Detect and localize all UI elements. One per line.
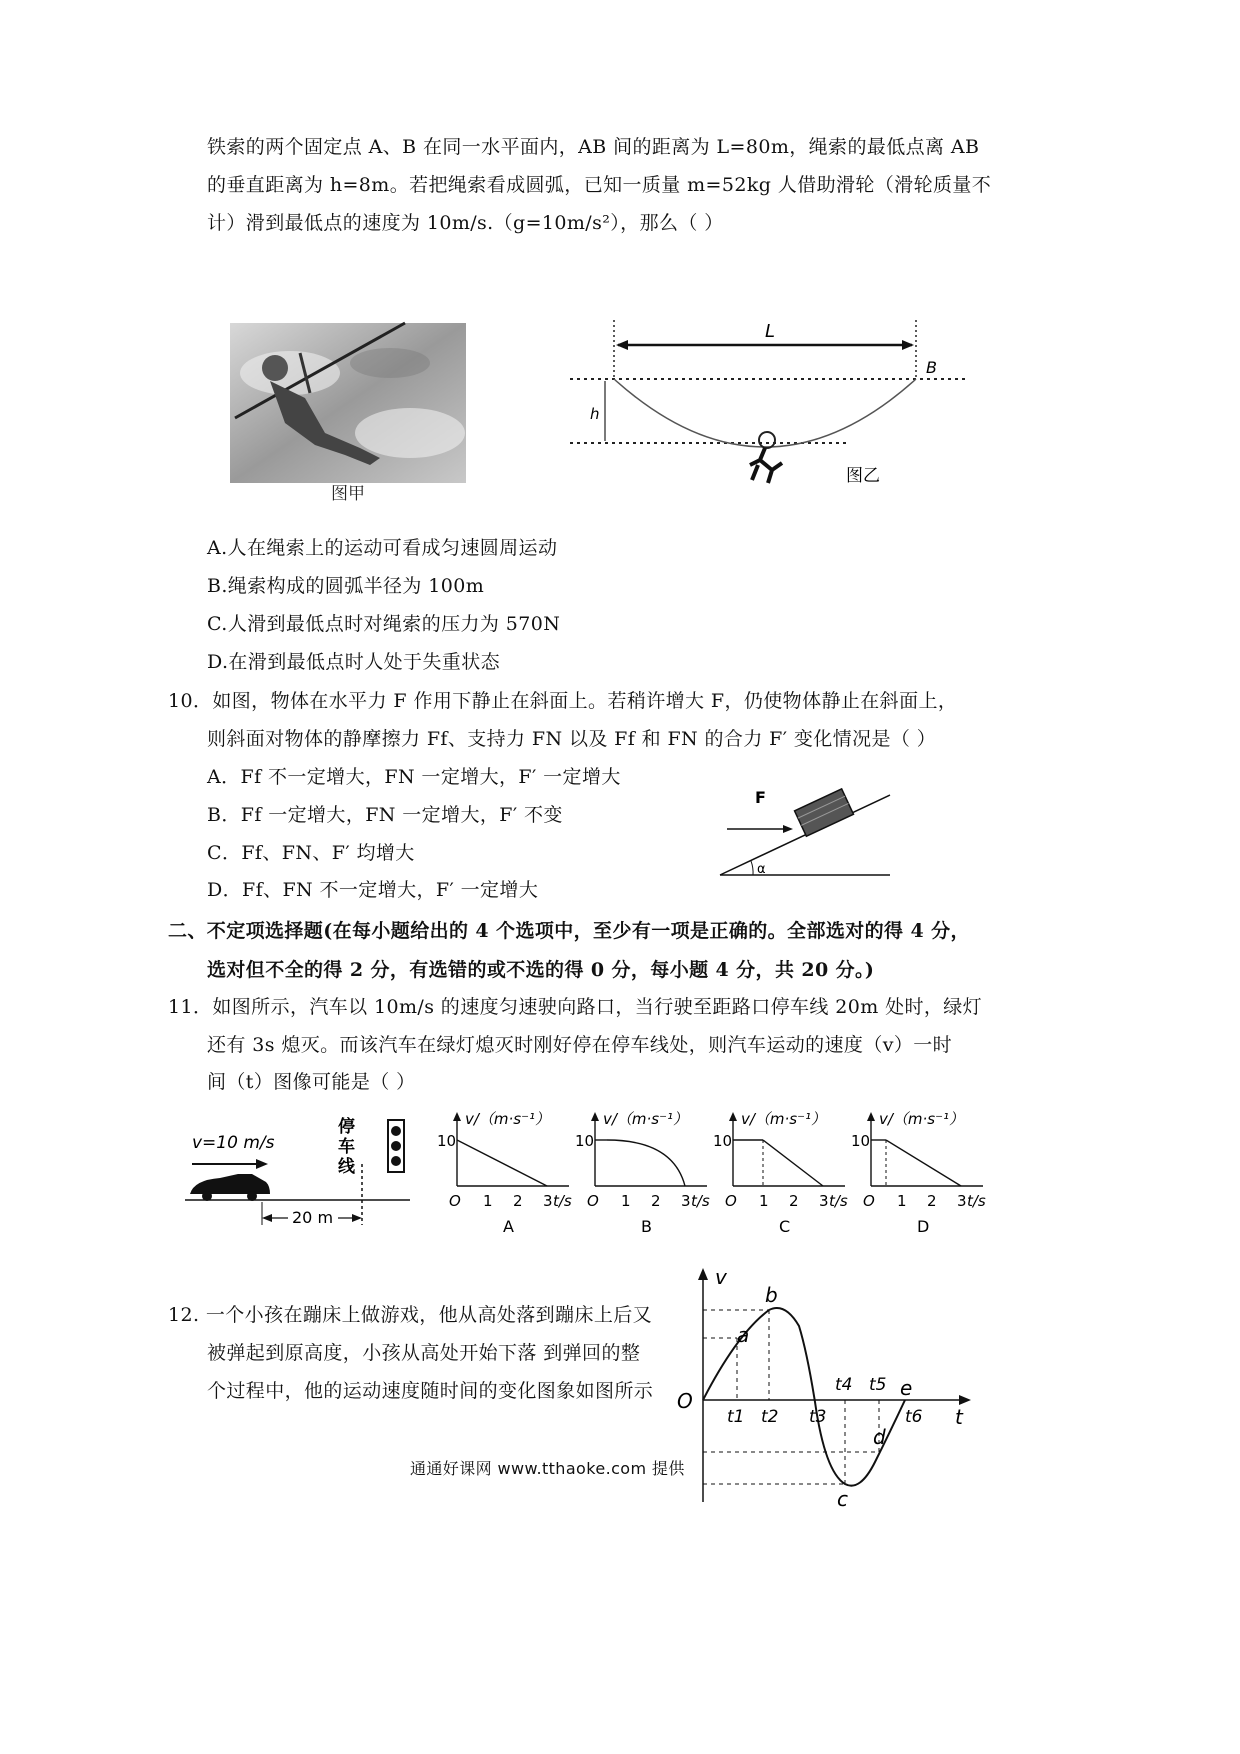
q11-line-1: 11．如图所示，汽车以 10m/s 的速度匀速驶向路口，当行驶至距路口停车线 20m 处时，绿灯 [168,996,983,1018]
q9-line-2: 的垂直距离为 h=8m。若把绳索看成圆弧，已知一质量 m=52kg 人借助滑轮（滑轮质量不 [207,174,992,196]
time-t2: t2 [761,1407,779,1427]
q12-line-2: 被弹起到原高度，小孩从高处开始下落 到弹回的整 [207,1342,641,1364]
graph-c-y-arrow [729,1112,737,1121]
graph-b-ylabel: v/（m·s⁻¹） [603,1110,689,1128]
graph-a-v-curve [457,1140,547,1186]
label-L: L [764,321,776,342]
graph-b-y-arrow [591,1112,599,1121]
graph-b-tick-2: 2 [651,1192,661,1210]
q10-option-b: B．Ff 一定增大，FN 一定增大，F′ 不变 [207,804,563,826]
graph-a-tick-1: 1 [483,1192,493,1210]
graph-c-tlabel: t/s [829,1192,848,1210]
graph-c-name: C [779,1217,791,1236]
graph-b-tick-3: 3 [681,1192,691,1210]
q9-line-1: 铁索的两个固定点 A、B 在同一水平面内，AB 间的距离为 L=80m，绳索的最低点离 AB [207,136,980,158]
graph-a-tlabel: t/s [553,1192,572,1210]
time-t5: t5 [869,1375,887,1395]
q11-line-3: 间（t）图像可能是（ ） [207,1071,416,1093]
incline-diagram [715,780,895,880]
graph-b-name: B [641,1217,652,1236]
trampoline-vt-graph [675,1262,975,1512]
rope-arc-diagram [560,315,980,505]
time-t3: t3 [809,1407,827,1427]
vt-graphs-group [432,1108,986,1238]
time-t6: t6 [905,1407,923,1427]
graph-d-tlabel: t/s [967,1192,986,1210]
q9-line-3: 计）滑到最低点的速度为 10m/s.（g=10m/s²），那么（ ） [207,212,724,234]
label-stopline-1: 停 [338,1117,355,1137]
graph-a-origin: O [449,1192,461,1210]
graph-d-y-arrow [867,1112,875,1121]
graph-d-ylabel: v/（m·s⁻¹） [879,1110,965,1128]
graph-a-y-arrow [453,1112,461,1121]
q9-option-c: C.人滑到最低点时对绳索的压力为 570N [207,613,561,635]
q9-option-d: D.在滑到最低点时人处于失重状态 [207,651,500,673]
graph-c-tick-3: 3 [819,1192,829,1210]
graph-d-tick-2: 2 [927,1192,937,1210]
time-t1: t1 [727,1407,745,1427]
graph-d-tick-1: 1 [897,1192,907,1210]
q9-option-a: A.人在绳索上的运动可看成匀速圆周运动 [207,537,558,559]
graph-d-tick-3: 3 [957,1192,967,1210]
q10-option-c: C．Ff、FN、F′ 均增大 [207,842,415,864]
label-stopline-3: 线 [338,1157,355,1177]
section2-heading-line-1: 二、不定项选择题(在每小题给出的 4 个选项中，至少有一项是正确的。全部选对的得 4 分， [168,920,970,942]
zipline-photo-figure [230,323,466,504]
section2-heading-line-2: 选对但不全的得 2 分，有选错的或不选的得 0 分，每小题 4 分，共 20 分。) [207,959,875,981]
graph-b-tick-1: 1 [621,1192,631,1210]
q12-line-1: 12. 一个小孩在蹦床上做游戏，他从高处落到蹦床上后又 [168,1304,653,1326]
graph-c-ylabel: v/（m·s⁻¹） [741,1110,827,1128]
point-a: a [737,1323,750,1347]
axis-t: t [955,1405,963,1429]
graph-a-name: A [503,1217,514,1236]
point-e: e [900,1376,913,1400]
graph-c-tick-1: 1 [759,1192,769,1210]
label-car-speed: v=10 m/s [192,1133,275,1153]
graph-a-tick-2: 2 [513,1192,523,1210]
graph-a-ylabel: v/（m·s⁻¹） [465,1110,551,1128]
graph-b-tlabel: t/s [691,1192,710,1210]
point-c: c [837,1487,848,1511]
label-h: h [590,405,600,423]
origin-O: O [677,1389,693,1413]
graph-d-name: D [917,1217,930,1236]
label-B: B [926,358,937,377]
graph-c-tick-2: 2 [789,1192,799,1210]
q12-line-3: 个过程中，他的运动速度随时间的变化图象如图所示 [207,1380,654,1402]
graph-c-origin: O [725,1192,737,1210]
q9-option-b: B.绳索构成的圆弧半径为 100m [207,575,485,597]
q10-line-1: 10．如图，物体在水平力 F 作用下静止在斜面上。若稍许增大 F，仍使物体静止在斜面上， [168,690,958,712]
footer-source: 通通好课网 www.tthaoke.com 提供 [410,1459,685,1478]
graph-b-v-curve [607,1140,685,1186]
car-road-diagram [180,1110,420,1230]
graph-b-origin: O [587,1192,599,1210]
label-F: F [755,788,766,807]
figure-left-caption: 图甲 [331,484,365,504]
graph-a-y10: 10 [437,1132,457,1150]
q10-line-2: 则斜面对物体的静摩擦力 Ff、支持力 FN 以及 Ff 和 FN 的合力 F′ 变化情况是（ ） [207,728,937,750]
graph-b-y10: 10 [575,1132,595,1150]
point-b: b [765,1283,778,1307]
graph-a-tick-3: 3 [543,1192,553,1210]
graph-d-y10: 10 [851,1132,871,1150]
graph-c-y10: 10 [713,1132,733,1150]
point-d: d [873,1425,886,1449]
label-stopline-2: 车 [338,1137,355,1157]
graph-d-origin: O [863,1192,875,1210]
q10-option-a: A．Ff 不一定增大，FN 一定增大，F′ 一定增大 [207,766,621,788]
graph-c-v-curve [763,1140,823,1186]
label-distance: 20 m [292,1208,334,1227]
time-t4: t4 [835,1375,853,1395]
label-alpha: α [757,862,766,877]
figure-right-caption: 图乙 [846,466,880,486]
q10-option-d: D．Ff、FN 不一定增大，F′ 一定增大 [207,879,539,901]
graph-d-v-curve [886,1140,961,1186]
q11-line-2: 还有 3s 熄灭。而该汽车在绿灯熄灭时刚好停在停车线处，则汽车运动的速度（v）一时 [207,1034,953,1056]
axis-v: v [715,1265,727,1289]
